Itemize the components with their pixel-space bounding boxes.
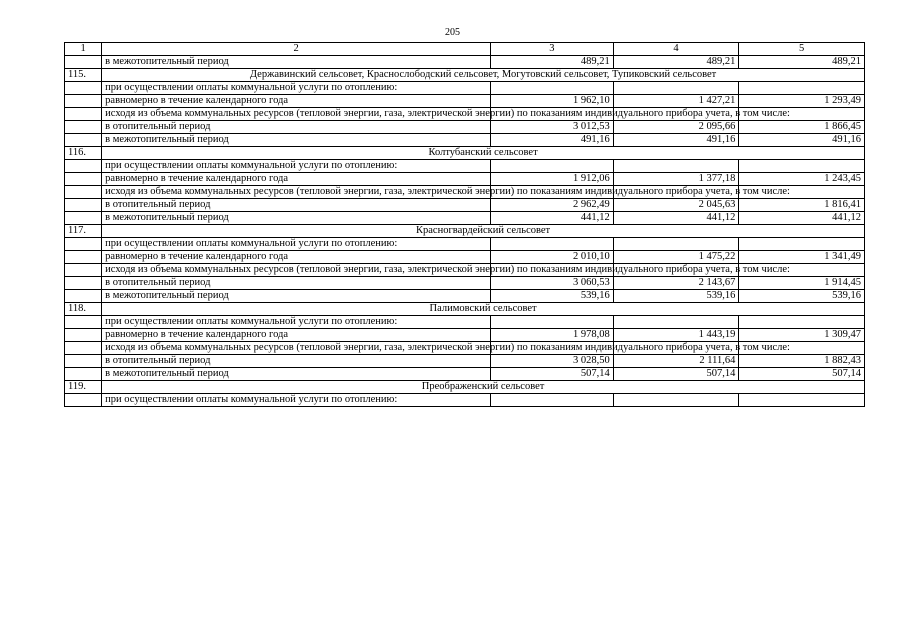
row-label: при осуществлении оплаты коммунальной услуги по отоплению:	[102, 394, 491, 407]
table-row	[65, 238, 865, 251]
table-row	[65, 56, 865, 69]
value-col-3: 1 912,06	[491, 173, 614, 186]
value-col-5: 1 914,45	[739, 277, 865, 290]
value-col-4: 2 095,66	[613, 121, 739, 134]
value-col-5	[739, 394, 865, 407]
table-row	[65, 186, 865, 199]
table-row	[65, 82, 865, 95]
value-col-4	[613, 394, 739, 407]
index-cell	[65, 186, 102, 199]
value-col-5: 1 866,45	[739, 121, 865, 134]
section-title-row	[65, 381, 865, 394]
index-cell	[65, 108, 102, 121]
row-label: в отопительный период	[102, 199, 491, 212]
value-col-5: 441,12	[739, 212, 865, 225]
value-col-4: 489,21	[613, 56, 739, 69]
table-row	[65, 355, 865, 368]
section-title: Державинский сельсовет, Краснослободский сельсовет, Могутовский сельсовет, Тупиковский сельсовет	[102, 69, 865, 82]
table-row	[65, 342, 865, 355]
section-title: Колтубанский сельсовет	[102, 147, 865, 160]
table-row	[65, 394, 865, 407]
table-row	[65, 199, 865, 212]
index-cell	[65, 277, 102, 290]
row-label: исходя из объема коммунальных ресурсов (тепловой энергии, газа, электрической энергии) по показаниям индивидуального прибора учета, в том числе:	[102, 342, 491, 355]
column-header-5: 5	[739, 43, 865, 56]
value-col-3	[491, 394, 614, 407]
index-cell	[65, 290, 102, 303]
value-col-5: 1 816,41	[739, 199, 865, 212]
value-col-5: 489,21	[739, 56, 865, 69]
value-col-3: 1 978,08	[491, 329, 614, 342]
value-col-3: 539,16	[491, 290, 614, 303]
value-col-3: 1 962,10	[491, 95, 614, 108]
value-col-5	[739, 160, 865, 173]
row-label: в межотопительный период	[102, 56, 491, 69]
value-col-5: 1 243,45	[739, 173, 865, 186]
value-col-4: 2 045,63	[613, 199, 739, 212]
index-cell	[65, 238, 102, 251]
index-cell	[65, 368, 102, 381]
section-title: Преображенский сельсовет	[102, 381, 865, 394]
value-col-4: 1 427,21	[613, 95, 739, 108]
index-cell	[65, 95, 102, 108]
value-col-4: 2 143,67	[613, 277, 739, 290]
value-col-5: 1 309,47	[739, 329, 865, 342]
row-label: при осуществлении оплаты коммунальной услуги по отоплению:	[102, 160, 491, 173]
section-title-row	[65, 69, 865, 82]
index-cell	[65, 160, 102, 173]
index-cell	[65, 394, 102, 407]
value-col-4	[613, 238, 739, 251]
index-cell	[65, 251, 102, 264]
value-col-5	[739, 238, 865, 251]
index-cell	[65, 316, 102, 329]
row-label: равномерно в течение календарного года	[102, 95, 491, 108]
value-col-3	[491, 82, 614, 95]
row-label: при осуществлении оплаты коммунальной услуги по отоплению:	[102, 238, 491, 251]
row-label: в межотопительный период	[102, 212, 491, 225]
value-col-4: 2 111,64	[613, 355, 739, 368]
table-row	[65, 264, 865, 277]
row-label: при осуществлении оплаты коммунальной услуги по отоплению:	[102, 82, 491, 95]
table-row	[65, 95, 865, 108]
index-cell	[65, 56, 102, 69]
tariff-table	[64, 42, 865, 407]
value-col-3: 441,12	[491, 212, 614, 225]
index-cell	[65, 355, 102, 368]
value-col-3	[491, 160, 614, 173]
value-col-4	[613, 82, 739, 95]
index-cell	[65, 173, 102, 186]
index-cell	[65, 82, 102, 95]
section-index: 115.	[65, 69, 102, 82]
value-col-3: 2 962,49	[491, 199, 614, 212]
table-row	[65, 121, 865, 134]
value-col-5: 1 341,49	[739, 251, 865, 264]
value-col-4: 539,16	[613, 290, 739, 303]
value-col-4: 1 475,22	[613, 251, 739, 264]
value-col-3: 3 060,53	[491, 277, 614, 290]
row-label: при осуществлении оплаты коммунальной услуги по отоплению:	[102, 316, 491, 329]
section-index: 116.	[65, 147, 102, 160]
section-title: Красногвардейский сельсовет	[102, 225, 865, 238]
section-title: Палимовский сельсовет	[102, 303, 865, 316]
value-col-4	[613, 316, 739, 329]
value-col-5: 1 293,49	[739, 95, 865, 108]
value-col-3: 491,16	[491, 134, 614, 147]
value-col-5: 539,16	[739, 290, 865, 303]
row-label: равномерно в течение календарного года	[102, 173, 491, 186]
value-col-5	[739, 316, 865, 329]
value-col-5: 507,14	[739, 368, 865, 381]
value-col-4	[613, 160, 739, 173]
section-title-row	[65, 147, 865, 160]
column-header-2: 2	[102, 43, 491, 56]
value-col-3	[491, 316, 614, 329]
table-row	[65, 212, 865, 225]
table-row	[65, 160, 865, 173]
row-label: в отопительный период	[102, 355, 491, 368]
value-col-3: 3 012,53	[491, 121, 614, 134]
table-row	[65, 277, 865, 290]
table-row	[65, 134, 865, 147]
value-col-3: 2 010,10	[491, 251, 614, 264]
value-col-3: 489,21	[491, 56, 614, 69]
value-col-4: 491,16	[613, 134, 739, 147]
value-col-5: 491,16	[739, 134, 865, 147]
value-col-5	[739, 82, 865, 95]
table-row	[65, 290, 865, 303]
row-label: в межотопительный период	[102, 134, 491, 147]
section-index: 119.	[65, 381, 102, 394]
index-cell	[65, 134, 102, 147]
index-cell	[65, 329, 102, 342]
value-col-5: 1 882,43	[739, 355, 865, 368]
row-label: в межотопительный период	[102, 290, 491, 303]
column-header-row	[65, 43, 865, 56]
table-row	[65, 329, 865, 342]
section-index: 118.	[65, 303, 102, 316]
page-number: 205	[445, 27, 460, 38]
row-label: исходя из объема коммунальных ресурсов (тепловой энергии, газа, электрической энергии) по показаниям индивидуального прибора учета, в том числе:	[102, 264, 491, 277]
section-index: 117.	[65, 225, 102, 238]
row-label: в отопительный период	[102, 277, 491, 290]
row-label: равномерно в течение календарного года	[102, 251, 491, 264]
index-cell	[65, 264, 102, 277]
row-label: в отопительный период	[102, 121, 491, 134]
section-title-row	[65, 225, 865, 238]
value-col-4: 441,12	[613, 212, 739, 225]
column-header-1: 1	[65, 43, 102, 56]
row-label: равномерно в течение календарного года	[102, 329, 491, 342]
value-col-3: 3 028,50	[491, 355, 614, 368]
table-row	[65, 173, 865, 186]
row-label: исходя из объема коммунальных ресурсов (тепловой энергии, газа, электрической энергии) по показаниям индивидуального прибора учета, в том числе:	[102, 186, 491, 199]
value-col-4: 1 377,18	[613, 173, 739, 186]
value-col-3	[491, 238, 614, 251]
index-cell	[65, 212, 102, 225]
table-row	[65, 108, 865, 121]
table-row	[65, 251, 865, 264]
table-row	[65, 316, 865, 329]
row-label: исходя из объема коммунальных ресурсов (тепловой энергии, газа, электрической энергии) по показаниям индивидуального прибора учета, в том числе:	[102, 108, 491, 121]
value-col-4: 1 443,19	[613, 329, 739, 342]
column-header-3: 3	[491, 43, 614, 56]
section-title-row	[65, 303, 865, 316]
value-col-3: 507,14	[491, 368, 614, 381]
value-col-4: 507,14	[613, 368, 739, 381]
row-label: в межотопительный период	[102, 368, 491, 381]
index-cell	[65, 121, 102, 134]
index-cell	[65, 199, 102, 212]
table-row	[65, 368, 865, 381]
index-cell	[65, 342, 102, 355]
column-header-4: 4	[613, 43, 739, 56]
